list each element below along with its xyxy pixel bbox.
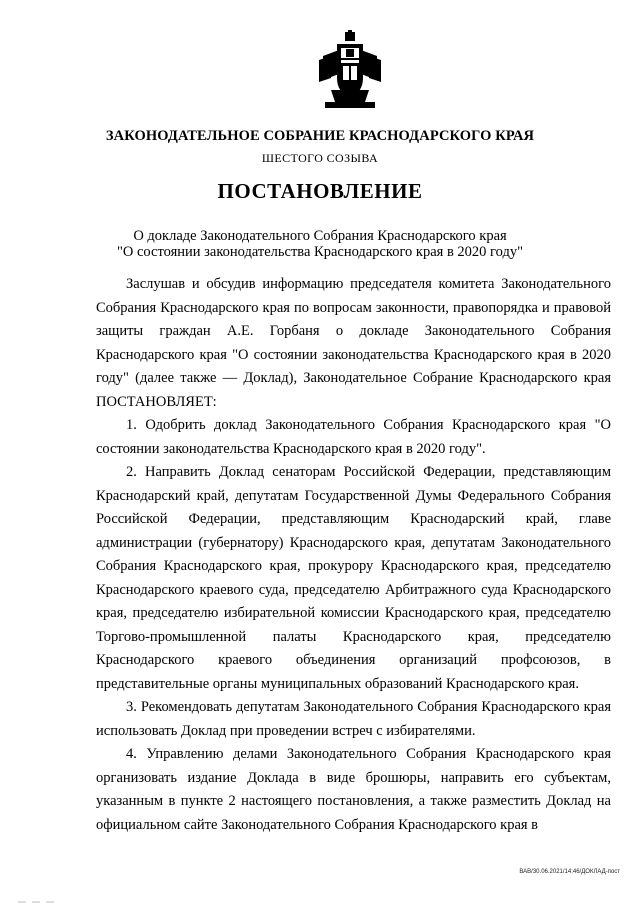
- paragraph-item-4: 4. Управлению делами Законодательного Собрания Краснодарского края организовать издание Доклада в виде брошюры, направить его субъектам, указанным в пункте 2 настоящего постановления, а также разместить Доклад на официальном сайте Законодательного Собрания Краснодарского края в: [96, 746, 611, 833]
- subject-line-2: "О состоянии законодательства Краснодарского края в 2020 году": [116, 244, 524, 260]
- document-title: ПОСТАНОВЛЕНИЕ: [217, 179, 423, 203]
- paragraph-preamble: Заслушав и обсудив информацию председателя комитета Законодательного Собрания Краснодарского края по вопросам законности, правопорядка и правовой защиты граждан А.Е. Горбаня о докладе Законодательного Собрания Краснодарского края "О состоянии законодательства Краснодарского края в 2020 году" (далее также — Доклад), Законодательное Собрание Краснодарского края ПОСТАНОВЛЯЕТ:: [96, 276, 611, 410]
- subject-line-1: О докладе Законодательного Собрания Краснодарского края: [133, 228, 507, 244]
- coat-of-arms-icon: [317, 30, 383, 110]
- paragraph-item-1: 1. Одобрить доклад Законодательного Собрания Краснодарского края "О состоянии законодательства Краснодарского края в 2020 году".: [96, 417, 611, 457]
- file-reference-note: ВАВ/30.06.2021/14:46/ДОКЛАД-пост: [519, 869, 620, 875]
- organization-name: ЗАКОНОДАТЕЛЬНОЕ СОБРАНИЕ КРАСНОДАРСКОГО КРАЯ: [105, 128, 535, 144]
- document-subject: [0, 228, 640, 260]
- convocation: ШЕСТОГО СОЗЫВА: [261, 151, 379, 165]
- scan-edge-marks: [0, 896, 640, 905]
- paragraph-item-3: 3. Рекомендовать депутатам Законодательного Собрания Краснодарского края использовать Доклад при проведении встреч с избирателями.: [96, 699, 611, 739]
- document-body: [96, 273, 611, 837]
- paragraph-item-2: 2. Направить Доклад сенаторам Российской Федерации, представляющим Краснодарский край, депутатам Государственной Думы Федерального Собрания Российской Федерации, представляющим Краснодарский край, главе администрации (губернатору) Краснодарского края, депутатам Законодательного Собрания Краснодарского края, прокурору Краснодарского края, председателю Краснодарского краевого суда, председателю Арбитражного суда Краснодарского края, председателю избирательной комиссии Краснодарского края, председателю Торгово-промышленной палаты Краснодарского края, председателю Краснодарского краевого объединения организаций профсоюзов, в представительные органы муниципальных образований Краснодарского края.: [96, 464, 611, 692]
